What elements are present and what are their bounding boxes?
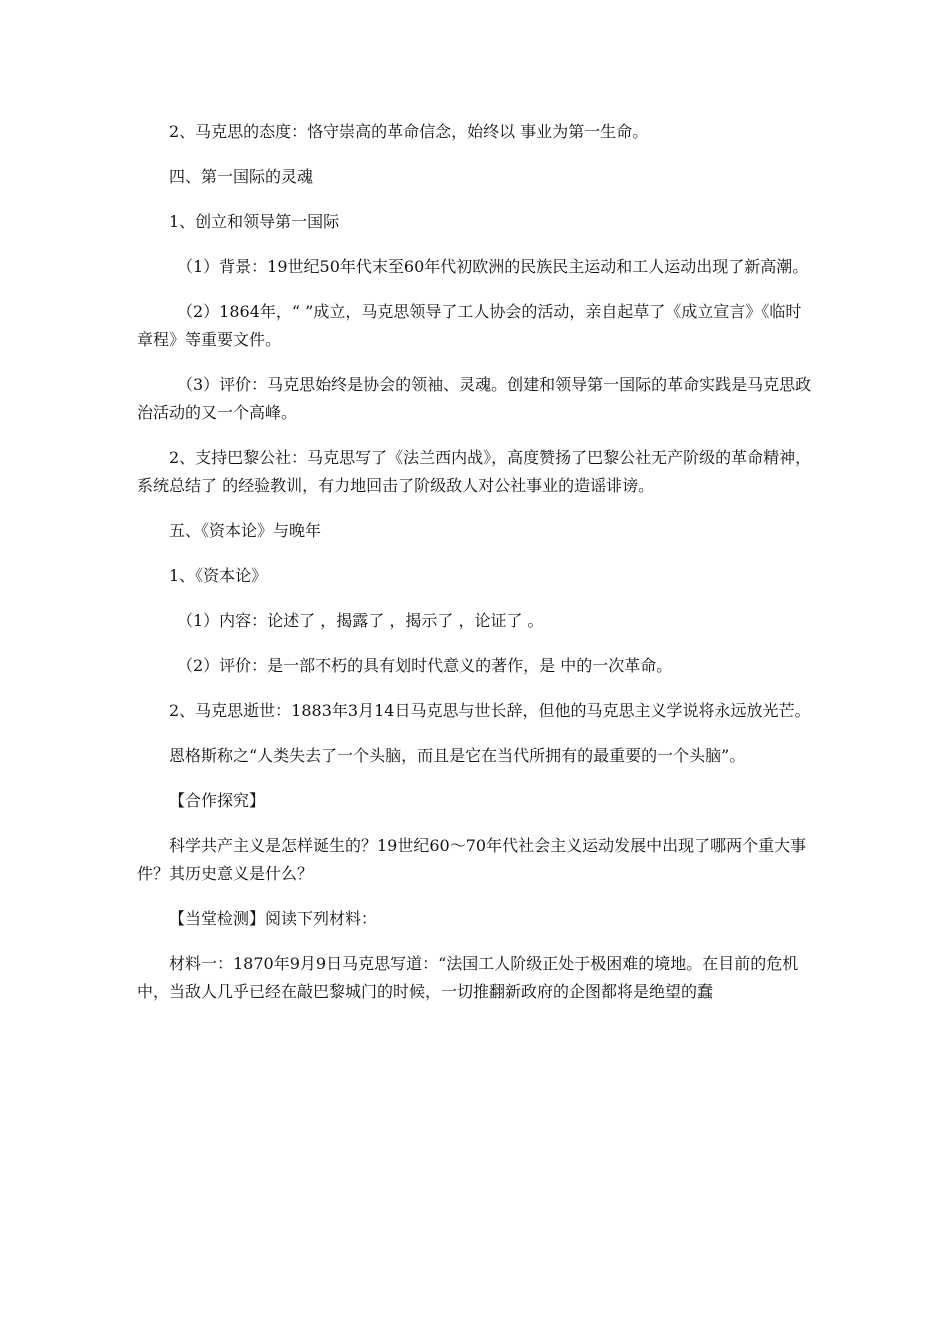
heading-capital-later-years: 五、《资本论》与晚年 xyxy=(169,521,322,540)
heading-first-international: 四、第一国际的灵魂 xyxy=(169,167,314,186)
paragraph-background: （1）背景：19世纪50年代末至60年代初欧洲的民族民主运动和工人运动出现了新高潮。 xyxy=(177,257,809,276)
paragraph-paris-commune: 2、支持巴黎公社：马克思写了《法兰西内战》，高度赞扬了巴黎公社无产阶级的革命精神，系统总结了 的经验教训，有力地回击了阶级敌人对公社事业的造谣诽谤。 xyxy=(137,448,812,495)
paragraph-marx-death: 2、马克思逝世：1883年3月14日马克思与世长辞，但他的马克思主义学说将永远放光芒。 xyxy=(169,701,811,720)
paragraph-capital-content: （1）内容：论述了 ，揭露了 ，揭示了 ，论证了 。 xyxy=(177,611,544,630)
paragraph-1864: （2）1864年，“ ”成立，马克思领导了工人协会的活动，亲自起草了《成立宣言》《临时章程》等重要文件。 xyxy=(137,302,802,349)
paragraph-inquiry-question: 科学共产主义是怎样诞生的？19世纪60～70年代社会主义运动发展中出现了哪两个重大事件？其历史意义是什么？ xyxy=(137,836,807,883)
heading-in-class-test: 【当堂检测】阅读下列材料： xyxy=(169,909,378,928)
paragraph-engels-quote: 恩格斯称之“人类失去了一个头脑，而且是它在当代所拥有的最重要的一个头脑”。 xyxy=(169,746,746,765)
paragraph-capital-evaluation: （2）评价：是一部不朽的具有划时代意义的著作，是 中的一次革命。 xyxy=(177,656,673,675)
heading-cooperative-inquiry: 【合作探究】 xyxy=(169,791,266,810)
subheading-capital: 1、《资本论》 xyxy=(169,566,268,585)
paragraph-material-one: 材料一：1870年9月9日马克思写道：“法国工人阶级正处于极困难的境地。在目前的危机中，当敌人几乎已经在敲巴黎城门的时候，一切推翻新政府的企图都将是绝望的蠢 xyxy=(137,954,799,1001)
paragraph-marx-attitude: 2、马克思的态度：恪守崇高的革命信念，始终以 事业为第一生命。 xyxy=(169,122,649,141)
paragraph-evaluation: （3）评价：马克思始终是协会的领袖、灵魂。创建和领导第一国际的革命实践是马克思政治活动的又一个高峰。 xyxy=(137,375,812,422)
document-body xyxy=(137,118,817,1023)
subheading-found-first-international: 1、创立和领导第一国际 xyxy=(169,212,340,231)
